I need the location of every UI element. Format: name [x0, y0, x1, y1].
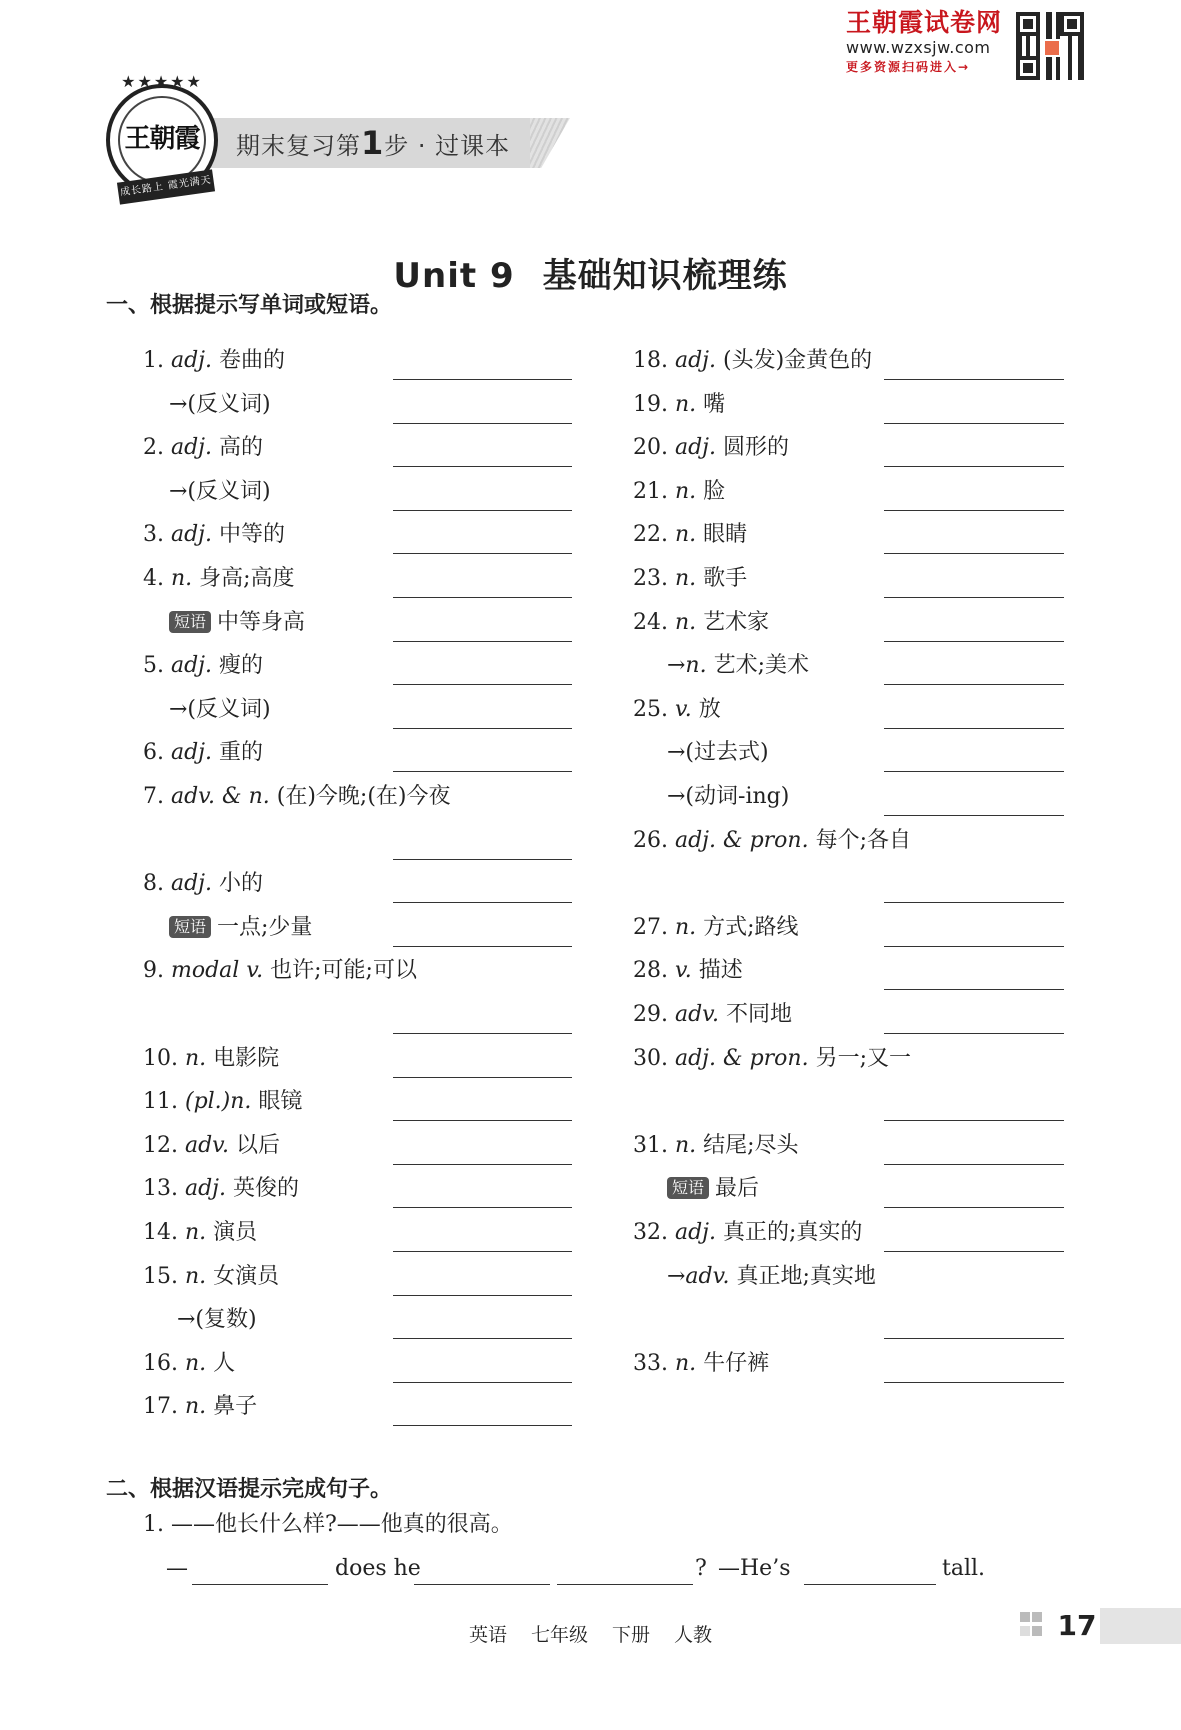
item-hint: 方式;路线 [703, 914, 799, 940]
item-hint: 每个;各自 [815, 827, 911, 853]
item-number: 11. [143, 1089, 185, 1115]
item-number: 32. [633, 1220, 675, 1245]
item-number: 25. [633, 696, 675, 722]
right-answer-blank[interactable] [884, 1120, 1064, 1121]
item-hint: 另一;又一 [815, 1045, 911, 1071]
header-title-num: 1 [361, 124, 385, 162]
left-answer-blank[interactable] [393, 1338, 572, 1339]
left-item [143, 651, 263, 681]
left-answer-blank[interactable] [393, 1295, 572, 1296]
item-number: 20. [633, 435, 675, 461]
item-hint: 也许;可能;可以 [270, 958, 417, 984]
part-of-speech: adv. [674, 1002, 726, 1027]
part-of-speech: adj. [170, 871, 219, 897]
left-answer-blank[interactable] [393, 728, 572, 729]
item-hint: 最后 [715, 1176, 760, 1202]
item-number: 21. [633, 478, 675, 504]
part-of-speech: adj. & pron. [674, 827, 816, 853]
part-of-speech: n. [674, 566, 704, 591]
left-item [143, 520, 285, 550]
item-hint: 瘦的 [219, 653, 264, 679]
left-item [169, 477, 271, 507]
right-item [667, 1262, 876, 1292]
right-answer-blank[interactable] [884, 641, 1064, 642]
phrase-tag: 短语 [169, 611, 211, 633]
left-answer-blank[interactable] [393, 771, 572, 772]
item-number: 13. [143, 1176, 185, 1202]
part-of-speech: n. [674, 1132, 704, 1158]
right-item [633, 564, 747, 594]
item-hint: 艺术家 [703, 609, 770, 635]
part-of-speech: v. [674, 958, 699, 984]
item-hint: →(反义词) [169, 696, 271, 722]
right-item [633, 956, 743, 986]
left-item [169, 913, 312, 943]
part-of-speech: adj. [170, 348, 219, 373]
left-answer-blank[interactable] [393, 553, 572, 554]
badge-stars-icon: ★★★★★ [121, 72, 203, 91]
item-hint: 重的 [219, 740, 264, 766]
right-item [633, 826, 911, 856]
right-item [633, 1131, 799, 1161]
item-hint: 女演员 [213, 1263, 280, 1289]
section1-heading: 一、根据提示写单词或短语。 [106, 293, 393, 318]
part-of-speech: →adv. [667, 1263, 737, 1289]
qr-code-icon [1016, 12, 1084, 80]
page-number-box [1020, 1608, 1181, 1644]
header-title [236, 118, 510, 168]
s2-q1-blank-2[interactable] [414, 1584, 550, 1585]
brand-name: 王朝霞试卷网 [846, 8, 1003, 37]
right-answer-blank[interactable] [884, 815, 1064, 816]
part-of-speech: adj. [170, 740, 219, 766]
right-item [633, 913, 799, 943]
item-hint: 以后 [236, 1132, 281, 1158]
part-of-speech: n. [674, 522, 704, 548]
item-number: 30. [633, 1045, 675, 1071]
left-item [143, 1262, 279, 1292]
left-answer-blank[interactable] [393, 859, 572, 860]
item-number: 3. [143, 522, 171, 548]
item-hint: 放 [698, 696, 721, 722]
item-hint: 艺术;美术 [713, 653, 810, 679]
item-hint: 高的 [219, 435, 264, 461]
left-answer-blank[interactable] [393, 641, 572, 642]
item-hint: 圆形的 [723, 435, 790, 461]
item-hint: →(复数) [177, 1307, 257, 1333]
item-hint: 牛仔裤 [703, 1350, 770, 1376]
page-number-deco [1032, 1612, 1042, 1622]
s2-q1-qmark: ? [695, 1556, 707, 1581]
part-of-speech: modal v. [170, 958, 271, 984]
right-item [633, 1349, 769, 1379]
item-number: 26. [633, 827, 675, 853]
brand-url: www.wzxsjw.com [846, 38, 991, 57]
right-item [633, 433, 789, 463]
part-of-speech: adj. [170, 435, 219, 461]
left-item [177, 1305, 257, 1335]
left-answer-blank[interactable] [393, 1077, 572, 1078]
part-of-speech: n. [674, 391, 704, 417]
item-hint: 中等身高 [217, 609, 306, 635]
right-answer-blank[interactable] [884, 379, 1064, 380]
part-of-speech: adj. [674, 435, 723, 461]
s2-q1-blank-4[interactable] [804, 1584, 936, 1585]
brand-block [846, 8, 1012, 76]
item-hint: 脸 [703, 478, 726, 504]
page-number-bg [1100, 1608, 1181, 1644]
item-hint: 鼻子 [213, 1394, 258, 1420]
right-answer-blank[interactable] [884, 1382, 1064, 1383]
phrase-tag: 短语 [169, 916, 211, 938]
right-answer-blank[interactable] [884, 989, 1064, 990]
part-of-speech: n. [674, 609, 704, 635]
page-number-deco [1020, 1626, 1030, 1636]
item-hint: →(动词-ing) [667, 784, 790, 809]
item-number: 14. [143, 1220, 185, 1245]
left-item [143, 782, 450, 812]
right-answer-blank[interactable] [884, 771, 1064, 772]
left-item [143, 1131, 280, 1161]
item-hint: 真正地;真实地 [736, 1263, 876, 1289]
item-hint: 演员 [213, 1220, 258, 1245]
part-of-speech: adj. [170, 522, 219, 548]
section2-heading: 二、根据汉语提示完成句子。 [106, 1477, 393, 1502]
item-number: 4. [143, 566, 171, 591]
badge-text: 王朝霞 [124, 124, 200, 154]
part-of-speech: v. [674, 696, 699, 722]
item-number: 15. [143, 1263, 185, 1289]
right-item [667, 782, 789, 812]
part-of-speech: adj. [170, 653, 219, 679]
right-answer-blank[interactable] [884, 684, 1064, 685]
phrase-tag: 短语 [667, 1177, 709, 1199]
part-of-speech: adv. [184, 1132, 236, 1158]
page-number-deco [1032, 1626, 1042, 1636]
left-item [143, 1044, 279, 1074]
item-hint: 歌手 [703, 566, 748, 591]
item-number: 12. [143, 1132, 185, 1158]
left-item [143, 1087, 302, 1117]
item-number: 5. [143, 653, 171, 679]
s2-q1-blank-1[interactable] [192, 1584, 328, 1585]
item-number: 33. [633, 1350, 675, 1376]
item-hint: 身高;高度 [199, 566, 295, 591]
page-number-deco [1020, 1612, 1030, 1622]
item-hint: 眼镜 [258, 1089, 303, 1115]
left-item [169, 695, 271, 725]
left-answer-blank[interactable] [393, 597, 572, 598]
left-answer-blank[interactable] [393, 510, 572, 511]
item-number: 29. [633, 1002, 675, 1027]
right-item [633, 390, 725, 420]
right-answer-blank[interactable] [884, 1251, 1064, 1252]
left-answer-blank[interactable] [393, 1164, 572, 1165]
part-of-speech: n. [184, 1394, 214, 1420]
part-of-speech: n. [674, 1350, 704, 1376]
right-item [667, 738, 769, 768]
item-hint: →(反义词) [169, 478, 271, 504]
item-hint: 真正的;真实的 [723, 1220, 863, 1245]
right-item [633, 346, 872, 376]
item-number: 10. [143, 1045, 185, 1071]
left-item [143, 1174, 299, 1204]
item-number: 31. [633, 1132, 675, 1158]
left-answer-blank[interactable] [393, 946, 572, 947]
left-answer-blank[interactable] [393, 1251, 572, 1252]
item-number: 27. [633, 914, 675, 940]
left-answer-blank[interactable] [393, 684, 572, 685]
item-number: 8. [143, 871, 171, 897]
right-answer-blank[interactable] [884, 466, 1064, 467]
part-of-speech: n. [184, 1045, 214, 1071]
right-item [633, 695, 721, 725]
item-hint: 卷曲的 [219, 348, 286, 373]
item-number: 23. [633, 566, 675, 591]
s2-q1-does-he: does he [335, 1556, 421, 1581]
part-of-speech: n. [184, 1263, 214, 1289]
item-hint: 中等的 [219, 522, 286, 548]
unit-label: Unit 9 [393, 256, 515, 296]
left-item [143, 1392, 257, 1422]
badge-ribbon: 成长路上 霞光满天 [117, 169, 215, 204]
part-of-speech: adv. & n. [170, 784, 277, 809]
left-answer-blank[interactable] [393, 1425, 572, 1426]
left-answer-blank[interactable] [393, 1120, 572, 1121]
part-of-speech: n. [170, 566, 200, 591]
left-item [143, 1349, 235, 1379]
right-item [633, 1218, 862, 1248]
right-item [633, 477, 725, 507]
part-of-speech: adj. [674, 1220, 723, 1245]
item-number: 19. [633, 391, 675, 417]
part-of-speech: adj. & pron. [674, 1045, 816, 1071]
left-answer-blank[interactable] [393, 1033, 572, 1034]
part-of-speech: (pl.)n. [184, 1089, 259, 1115]
left-answer-blank[interactable] [393, 423, 572, 424]
item-number: 7. [143, 784, 171, 809]
unit-subtitle: 基础知识梳理练 [542, 256, 788, 296]
right-answer-blank[interactable] [884, 902, 1064, 903]
part-of-speech: adj. [184, 1176, 233, 1202]
s2-q1-blank-3[interactable] [557, 1584, 693, 1585]
qr-logo [1043, 39, 1061, 57]
left-answer-blank[interactable] [393, 1382, 572, 1383]
right-answer-blank[interactable] [884, 423, 1064, 424]
part-of-speech: →n. [667, 653, 714, 679]
right-item [667, 1174, 759, 1204]
item-number: 28. [633, 958, 675, 984]
right-item [633, 1000, 792, 1030]
s2-q1-prompt: 1. ——他长什么样?——他真的很高。 [143, 1512, 513, 1537]
item-hint: →(过去式) [667, 740, 769, 766]
left-item [143, 956, 417, 986]
right-answer-blank[interactable] [884, 1207, 1064, 1208]
right-item [667, 651, 809, 681]
item-hint: 人 [213, 1350, 236, 1376]
right-answer-blank[interactable] [884, 1164, 1064, 1165]
item-hint: (在)今晚;(在)今夜 [276, 784, 451, 809]
right-answer-blank[interactable] [884, 728, 1064, 729]
part-of-speech: n. [184, 1220, 214, 1245]
item-hint: 不同地 [726, 1002, 793, 1027]
s2-q1-dash: — [166, 1556, 188, 1581]
left-item [143, 346, 285, 376]
left-answer-blank[interactable] [393, 379, 572, 380]
item-number: 9. [143, 958, 171, 984]
left-item [143, 869, 263, 899]
right-answer-blank[interactable] [884, 1033, 1064, 1034]
item-number: 6. [143, 740, 171, 766]
item-hint: 描述 [698, 958, 743, 984]
left-answer-blank[interactable] [393, 466, 572, 467]
item-hint: (头发)金黄色的 [723, 348, 873, 373]
right-answer-blank[interactable] [884, 597, 1064, 598]
item-hint: →(反义词) [169, 391, 271, 417]
page-number: 17 [1057, 1609, 1097, 1642]
item-number: 17. [143, 1394, 185, 1420]
item-hint: 眼睛 [703, 522, 748, 548]
qr-finder [1060, 12, 1084, 36]
s2-q1-hes: —He’s [718, 1556, 791, 1581]
right-answer-blank[interactable] [884, 946, 1064, 947]
left-item [169, 390, 271, 420]
item-hint: 一点;少量 [217, 914, 313, 940]
part-of-speech: n. [674, 914, 704, 940]
right-answer-blank[interactable] [884, 510, 1064, 511]
item-number: 1. [143, 348, 171, 373]
left-answer-blank[interactable] [393, 902, 572, 903]
left-item [169, 608, 305, 638]
right-item [633, 520, 747, 550]
right-item [633, 608, 769, 638]
left-item [143, 738, 263, 768]
header-title-post: 步 · 过课本 [384, 132, 511, 160]
item-number: 22. [633, 522, 675, 548]
left-item [143, 564, 295, 594]
left-answer-blank[interactable] [393, 1207, 572, 1208]
brand-cta: 更多资源扫码进入→ [846, 60, 971, 74]
left-item [143, 433, 263, 463]
item-number: 2. [143, 435, 171, 461]
item-hint: 小的 [219, 871, 264, 897]
right-answer-blank[interactable] [884, 553, 1064, 554]
part-of-speech: n. [674, 478, 704, 504]
item-hint: 电影院 [213, 1045, 280, 1071]
part-of-speech: n. [184, 1350, 214, 1376]
qr-finder [1016, 12, 1040, 36]
item-number: 18. [633, 348, 675, 373]
item-hint: 嘴 [703, 391, 726, 417]
right-item [633, 1044, 911, 1074]
item-number: 24. [633, 609, 675, 635]
s2-q1-tall: tall. [942, 1556, 986, 1581]
header-title-pre: 期末复习第 [236, 132, 361, 160]
part-of-speech: adj. [674, 348, 723, 373]
left-item [143, 1218, 257, 1248]
right-answer-blank[interactable] [884, 1338, 1064, 1339]
item-hint: 英俊的 [233, 1176, 300, 1202]
item-hint: 结尾;尽头 [703, 1132, 799, 1158]
footer-text: 英语 七年级 下册 人教 [468, 1624, 713, 1646]
item-number: 16. [143, 1350, 185, 1376]
qr-finder [1016, 56, 1040, 80]
